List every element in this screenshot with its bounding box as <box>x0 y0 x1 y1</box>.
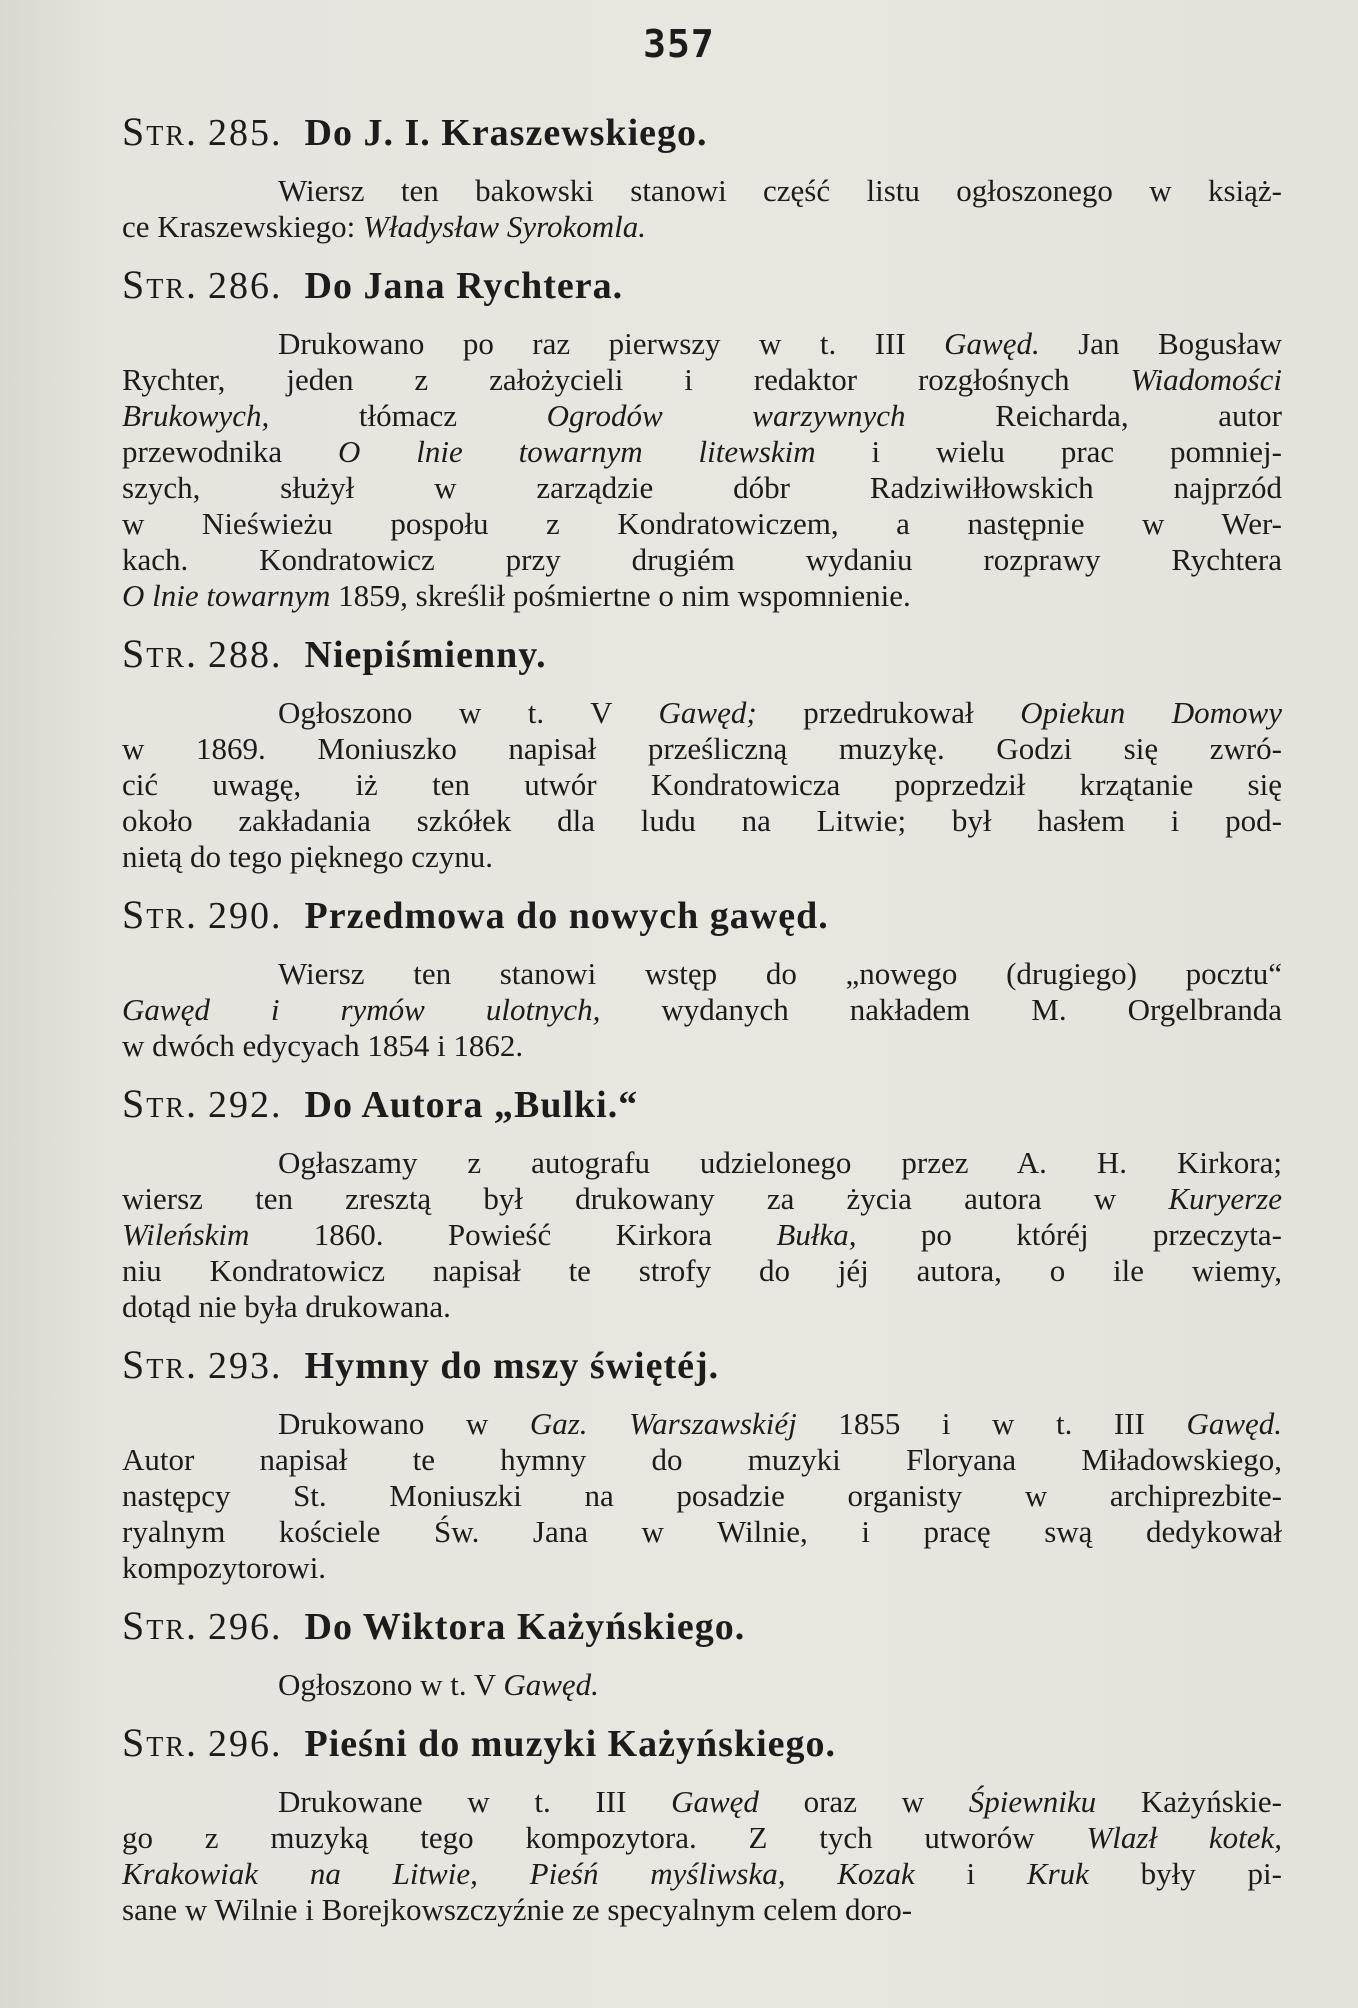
note-heading <box>122 1719 1282 1768</box>
text-line: szych, służył w zarządzie dóbr Radziwiłłowskich najprzód <box>122 470 1282 505</box>
text-line: następcy St. Moniuszki na posadzie organisty w archiprezbite- <box>122 1478 1282 1513</box>
note-heading <box>122 630 1282 679</box>
page-reference-label: Str. <box>122 631 199 676</box>
text-line: około zakładania szkółek dla ludu na Litwie; był hasłem i pod- <box>122 803 1282 838</box>
note-entry <box>122 630 1282 875</box>
text-line: Brukowych, tłómacz Ogrodów warzywnych Reicharda, autor <box>122 398 1282 433</box>
text-line: O lnie towarnym 1859, skreślił pośmiertne o nim wspomnienie. <box>122 578 911 613</box>
note-heading <box>122 891 1282 940</box>
page-reference-number: 286. <box>208 265 283 307</box>
text-line: Wileńskim 1860. Powieść Kirkora Bułka, po któréj przeczyta- <box>122 1217 1282 1252</box>
note-body <box>122 326 1282 614</box>
poem-title: Do Jana Rychtera. <box>304 265 624 307</box>
page-reference-number: 292. <box>208 1084 283 1126</box>
page-reference-label: Str. <box>122 1342 199 1387</box>
note-entry <box>122 891 1282 1064</box>
poem-title: Niepiśmienny. <box>304 634 547 676</box>
text-line: Autor napisał te hymny do muzyki Floryana Miładowskiego, <box>122 1442 1282 1477</box>
text-line: ryalnym kościele Św. Jana w Wilnie, i pracę swą dedykował <box>122 1514 1282 1549</box>
text-line: Gawęd i rymów ulotnych, wydanych nakładem M. Orgelbranda <box>122 992 1282 1027</box>
text-line: kompozytorowi. <box>122 1550 327 1585</box>
note-heading <box>122 1080 1282 1129</box>
note-body <box>122 173 1282 245</box>
text-line: w Nieświeżu pospołu z Kondratowiczem, a następnie w Wer- <box>122 506 1282 541</box>
poem-title: Hymny do mszy świętéj. <box>304 1345 720 1387</box>
text-line: kach. Kondratowicz przy drugiém wydaniu rozprawy Rychtera <box>122 542 1282 577</box>
text-line: Ogłoszono w t. V Gawęd. <box>278 1667 599 1702</box>
page-reference-label: Str. <box>122 262 199 307</box>
poem-title: Przedmowa do nowych gawęd. <box>304 895 829 937</box>
poem-title: Do Autora „Bulki.“ <box>304 1084 639 1126</box>
text-line: wiersz ten zresztą był drukowany za życia autora w Kuryerze <box>122 1181 1282 1216</box>
page-reference-label: Str. <box>122 1603 199 1648</box>
text-line: przewodnika O lnie towarnym litewskim i wielu prac pomniej- <box>122 434 1282 469</box>
note-body <box>122 956 1282 1064</box>
text-line: niu Kondratowicz napisał te strofy do jéj autora, o ile wiemy, <box>122 1253 1282 1288</box>
note-body <box>122 1406 1282 1586</box>
text-line: Krakowiak na Litwie, Pieśń myśliwska, Kozak i Kruk były pi- <box>122 1856 1282 1891</box>
note-entry <box>122 1341 1282 1586</box>
poem-title: Pieśni do muzyki Każyńskiego. <box>304 1723 837 1765</box>
page-reference-number: 290. <box>208 895 283 937</box>
text-line: Ogłoszono w t. V Gawęd; przedrukował Opiekun Domowy <box>278 695 1282 730</box>
notes-content <box>122 108 1282 1944</box>
text-line: Drukowano po raz pierwszy w t. III Gawęd. Jan Bogusław <box>278 326 1283 361</box>
page-reference-number: 296. <box>208 1606 283 1648</box>
text-line: w 1869. Moniuszko napisał prześliczną muzykę. Godzi się zwró- <box>122 731 1282 766</box>
note-body <box>122 1145 1282 1325</box>
page-number: 357 <box>643 22 715 66</box>
note-heading <box>122 1602 1282 1651</box>
text-line: Drukowane w t. III Gawęd oraz w Śpiewniku Każyńskie- <box>278 1784 1282 1819</box>
note-heading <box>122 261 1282 310</box>
note-body <box>122 1784 1282 1928</box>
page-reference-number: 288. <box>208 634 283 676</box>
text-line: ce Kraszewskiego: Władysław Syrokomla. <box>122 209 646 244</box>
text-line: Drukowano w Gaz. Warszawskiéj 1855 i w t. III Gawęd. <box>278 1406 1283 1441</box>
note-entry <box>122 1719 1282 1928</box>
note-heading <box>122 108 1282 157</box>
text-line: w dwóch edycyach 1854 i 1862. <box>122 1028 524 1063</box>
text-line: go z muzyką tego kompozytora. Z tych utworów Wlazł kotek, <box>122 1820 1282 1855</box>
page-reference-label: Str. <box>122 892 199 937</box>
text-line: Wiersz ten bakowski stanowi część listu ogłoszonego w książ- <box>278 173 1282 208</box>
text-line: cić uwagę, iż ten utwór Kondratowicza poprzedził krzątanie się <box>122 767 1282 802</box>
note-heading <box>122 1341 1282 1390</box>
poem-title: Do Wiktora Każyńskiego. <box>304 1606 746 1648</box>
note-entry <box>122 261 1282 614</box>
note-entry <box>122 1080 1282 1325</box>
note-entry <box>122 1602 1282 1703</box>
page-reference-label: Str. <box>122 109 199 154</box>
text-line: nietą do tego pięknego czynu. <box>122 839 494 874</box>
text-line: sane w Wilnie i Borejkowszczyźnie ze specyalnym celem doro- <box>122 1892 913 1927</box>
page-reference-label: Str. <box>122 1081 199 1126</box>
note-body <box>122 695 1282 875</box>
poem-title: Do J. I. Kraszewskiego. <box>304 112 708 154</box>
note-body <box>122 1667 1282 1703</box>
page-reference-number: 296. <box>208 1723 283 1765</box>
page-reference-label: Str. <box>122 1720 199 1765</box>
page-reference-number: 293. <box>208 1345 283 1387</box>
text-line: Ogłaszamy z autografu udzielonego przez A. H. Kirkora; <box>278 1145 1282 1180</box>
text-line: Rychter, jeden z założycieli i redaktor rozgłośnych Wiadomości <box>122 362 1282 397</box>
page-reference-number: 285. <box>208 112 283 154</box>
text-line: dotąd nie była drukowana. <box>122 1289 451 1324</box>
note-entry <box>122 108 1282 245</box>
text-line: Wiersz ten stanowi wstęp do „nowego (drugiego) pocztu“ <box>278 956 1282 991</box>
